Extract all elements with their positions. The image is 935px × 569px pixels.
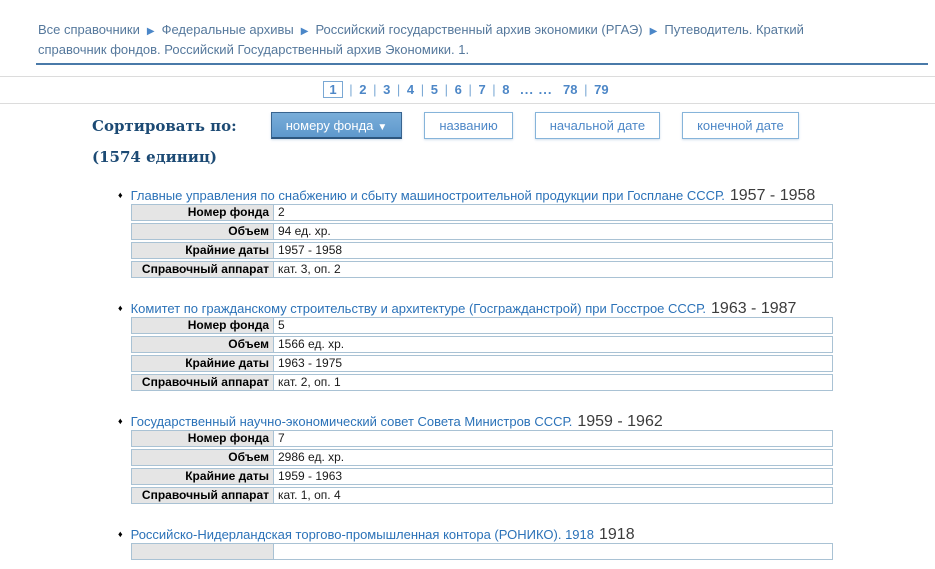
field-label: Объем — [132, 224, 274, 239]
field-value: 1963 - 1975 — [278, 356, 343, 370]
field-value: 1957 - 1958 — [278, 243, 343, 257]
fond-table — [131, 204, 833, 278]
field-label: Крайние даты — [132, 243, 274, 258]
breadcrumb-link-federal-archives[interactable]: Федеральные архивы — [161, 22, 294, 37]
pagination-separator: | — [417, 82, 428, 97]
pagination-page-link[interactable]: 78 — [563, 82, 578, 97]
fond-link[interactable]: Российско-Нидерландская торгово-промышленная контора (РОНИКО). 1918 — [130, 527, 594, 542]
bullet-diamond-icon: ♦ — [118, 529, 123, 539]
fond-list — [118, 187, 935, 560]
field-value: 1566 ед. хр. — [278, 337, 345, 351]
pagination-separator: | — [345, 82, 357, 97]
fond-table-row — [131, 336, 833, 353]
breadcrumb — [38, 21, 858, 59]
fond-table-row — [131, 242, 833, 259]
field-value: кат. 3, оп. 2 — [278, 262, 341, 276]
sort-button-end-date[interactable]: конечной дате — [682, 112, 799, 139]
field-value: 5 — [278, 318, 285, 332]
pagination-page-link[interactable]: 4 — [406, 82, 415, 97]
field-label: Крайние даты — [132, 356, 274, 371]
fond-table — [131, 317, 833, 391]
field-value: кат. 1, оп. 4 — [278, 488, 341, 502]
fond-heading — [118, 413, 935, 430]
pagination-separator: | — [464, 82, 476, 97]
fond-table-row — [131, 487, 833, 504]
breadcrumb-link-all-guides[interactable]: Все справочники — [38, 22, 140, 37]
breadcrumb-link-rgae[interactable]: Российский государственный архив экономики (РГАЭ) — [315, 22, 643, 37]
field-label: Номер фонда — [132, 205, 274, 220]
field-label: Справочный аппарат — [132, 488, 274, 503]
fond-table-row — [131, 374, 833, 391]
fond-heading — [118, 526, 935, 543]
field-label: Номер фонда — [132, 318, 274, 333]
breadcrumb-arrow-icon: ▶ — [300, 26, 309, 37]
fond-item — [118, 413, 935, 504]
pagination-page-link[interactable]: 7 — [478, 82, 486, 97]
fond-table-row — [131, 355, 833, 372]
fond-link[interactable]: Главные управления по снабжению и сбыту машиностроительной продукции при Госплане СССР. — [130, 188, 725, 203]
fond-date-range: 1957 - 1958 — [729, 187, 816, 204]
fond-date-range: 1959 - 1962 — [577, 413, 663, 430]
breadcrumb-divider — [36, 63, 928, 65]
pagination-page-link[interactable]: 6 — [454, 82, 462, 97]
breadcrumb-arrow-icon: ▶ — [649, 26, 658, 37]
pagination-separator: | — [441, 82, 452, 97]
sort-label: Сортировать по: — [92, 116, 237, 135]
field-value: 2 — [278, 205, 285, 219]
field-value: 2986 ед. хр. — [278, 450, 345, 464]
field-value: 7 — [278, 431, 285, 445]
bullet-diamond-icon: ♦ — [118, 416, 123, 426]
sort-toolbar — [92, 112, 935, 139]
field-label: Номер фонда — [132, 431, 274, 446]
sort-button-start-date[interactable]: начальной дате — [535, 112, 660, 139]
pagination-current-page: 1 — [323, 81, 342, 98]
pagination-page-link[interactable]: 3 — [383, 82, 391, 97]
pagination-page-link[interactable]: 2 — [359, 82, 367, 97]
field-value: 94 ед. хр. — [278, 224, 331, 238]
pagination-separator: | — [488, 82, 500, 97]
breadcrumb-link-guide[interactable]: Путеводитель. Краткий справочник фондов. Российский Государственный архив Экономики. 1. — [38, 22, 804, 57]
field-label — [132, 544, 274, 559]
pagination-page-link[interactable]: 79 — [594, 82, 609, 97]
chevron-down-icon: ▼ — [377, 121, 388, 133]
fond-table-row — [131, 204, 833, 221]
pagination-separator: | — [369, 82, 381, 97]
pagination-ellipsis: ... ... — [515, 82, 558, 97]
fond-link[interactable]: Комитет по гражданскому строительству и архитектуре (Госгражданстрой) при Госстрое СССР. — [130, 301, 707, 316]
field-value — [274, 544, 832, 559]
fond-table-row — [131, 223, 833, 240]
fond-table-row — [131, 430, 833, 447]
sort-button-title[interactable]: названию — [424, 112, 512, 139]
pagination — [0, 77, 935, 103]
fond-table-row — [131, 449, 833, 466]
field-label: Объем — [132, 450, 274, 465]
pagination-page-link[interactable]: 8 — [502, 82, 510, 97]
fond-table — [131, 543, 833, 560]
pagination-divider — [0, 103, 935, 104]
fond-table-row — [131, 543, 833, 560]
field-label: Справочный аппарат — [132, 262, 274, 277]
bullet-diamond-icon: ♦ — [118, 303, 123, 313]
fond-item — [118, 187, 935, 278]
pagination-separator: | — [393, 82, 404, 97]
fond-link[interactable]: Государственный научно-экономический совет Совета Министров СССР. — [130, 414, 573, 429]
field-label: Объем — [132, 337, 274, 352]
fond-item — [118, 300, 935, 391]
field-label: Крайние даты — [132, 469, 274, 484]
fond-item — [118, 526, 935, 560]
pagination-page-link[interactable]: 5 — [430, 82, 438, 97]
fond-heading — [118, 187, 935, 204]
results-count: (1574 единиц) — [92, 148, 218, 166]
sort-button-fond-number-label: номеру фонда — [285, 117, 374, 133]
fond-table-row — [131, 468, 833, 485]
fond-date-range: 1963 - 1987 — [711, 300, 797, 317]
sort-button-fond-number[interactable] — [271, 112, 403, 139]
fond-table-row — [131, 261, 833, 278]
bullet-diamond-icon: ♦ — [118, 190, 123, 200]
fond-table — [131, 430, 833, 504]
breadcrumb-arrow-icon: ▶ — [146, 26, 155, 37]
fond-heading — [118, 300, 935, 317]
field-value: 1959 - 1963 — [278, 469, 343, 483]
pagination-separator: | — [580, 82, 592, 97]
fond-table-row — [131, 317, 833, 334]
field-value: кат. 2, оп. 1 — [278, 375, 341, 389]
field-label: Справочный аппарат — [132, 375, 274, 390]
fond-date-range: 1918 — [599, 526, 635, 543]
